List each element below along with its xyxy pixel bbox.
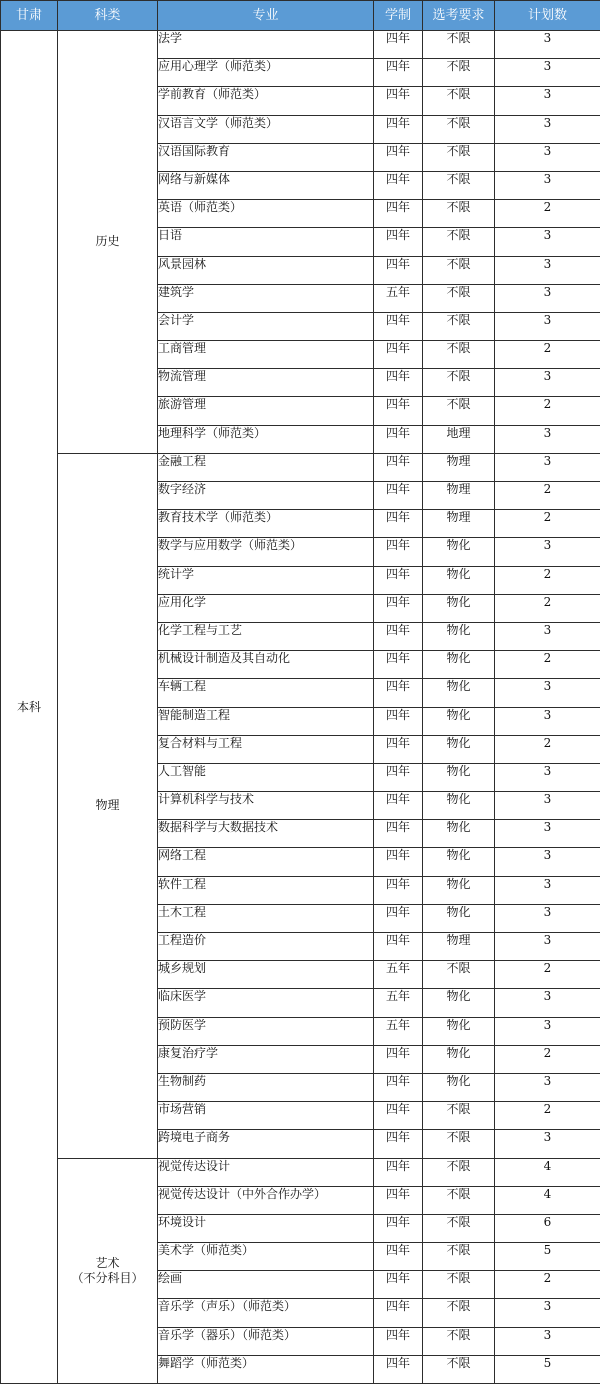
count-cell: 2 [495, 566, 600, 594]
count-cell: 2 [495, 1045, 600, 1073]
requirement-cell: 物化 [423, 566, 495, 594]
count-cell: 3 [495, 904, 600, 932]
duration-cell: 四年 [374, 369, 423, 397]
header-row [1, 1, 600, 31]
major-cell: 康复治疗学 [158, 1045, 374, 1073]
subject-cell [58, 31, 158, 454]
requirement-cell: 不限 [423, 1214, 495, 1242]
subject-cell [58, 453, 158, 1158]
count-cell: 2 [495, 200, 600, 228]
major-cell: 旅游管理 [158, 397, 374, 425]
major-cell: 教育技术学（师范类） [158, 510, 374, 538]
table-body [1, 31, 600, 1384]
requirement-cell: 不限 [423, 284, 495, 312]
duration-cell: 四年 [374, 594, 423, 622]
duration-cell: 四年 [374, 792, 423, 820]
major-cell: 工商管理 [158, 341, 374, 369]
duration-cell: 四年 [374, 933, 423, 961]
requirement-cell: 不限 [423, 1186, 495, 1214]
requirement-cell: 不限 [423, 1130, 495, 1158]
duration-cell: 四年 [374, 312, 423, 340]
requirement-cell: 不限 [423, 1243, 495, 1271]
count-cell: 3 [495, 876, 600, 904]
major-cell: 智能制造工程 [158, 707, 374, 735]
subject-sublabel: （不分科目） [58, 1271, 157, 1286]
major-cell: 数字经济 [158, 482, 374, 510]
count-cell: 6 [495, 1214, 600, 1242]
count-cell: 2 [495, 341, 600, 369]
requirement-cell: 物化 [423, 1045, 495, 1073]
count-cell: 2 [495, 651, 600, 679]
duration-cell: 四年 [374, 397, 423, 425]
duration-cell: 四年 [374, 1214, 423, 1242]
major-cell: 工程造价 [158, 933, 374, 961]
duration-cell: 四年 [374, 763, 423, 791]
duration-cell: 五年 [374, 284, 423, 312]
duration-cell: 四年 [374, 200, 423, 228]
requirement-cell: 不限 [423, 1299, 495, 1327]
requirement-cell: 物化 [423, 594, 495, 622]
duration-cell: 四年 [374, 538, 423, 566]
requirement-cell: 不限 [423, 341, 495, 369]
major-cell: 法学 [158, 31, 374, 59]
count-cell: 3 [495, 1017, 600, 1045]
requirement-cell: 物化 [423, 820, 495, 848]
requirement-cell: 不限 [423, 397, 495, 425]
major-cell: 人工智能 [158, 763, 374, 791]
count-cell: 3 [495, 820, 600, 848]
duration-cell: 四年 [374, 876, 423, 904]
major-cell: 应用心理学（师范类） [158, 59, 374, 87]
requirement-cell: 不限 [423, 228, 495, 256]
duration-cell: 四年 [374, 87, 423, 115]
count-cell: 3 [495, 679, 600, 707]
duration-cell: 四年 [374, 820, 423, 848]
count-cell: 3 [495, 1130, 600, 1158]
count-cell: 3 [495, 622, 600, 650]
duration-cell: 四年 [374, 622, 423, 650]
header-level: 甘肃 [1, 1, 58, 31]
requirement-cell: 物化 [423, 848, 495, 876]
subject-label: 艺术 [58, 1256, 157, 1271]
requirement-cell: 物化 [423, 679, 495, 707]
requirement-cell: 物理 [423, 453, 495, 481]
requirement-cell: 物化 [423, 735, 495, 763]
duration-cell: 四年 [374, 651, 423, 679]
requirement-cell: 物化 [423, 876, 495, 904]
duration-cell: 四年 [374, 1186, 423, 1214]
duration-cell: 四年 [374, 1355, 423, 1383]
requirement-cell: 不限 [423, 312, 495, 340]
major-cell: 网络与新媒体 [158, 171, 374, 199]
requirement-cell: 不限 [423, 31, 495, 59]
requirement-cell: 不限 [423, 256, 495, 284]
count-cell: 2 [495, 510, 600, 538]
subject-cell [58, 1158, 158, 1384]
requirement-cell: 不限 [423, 143, 495, 171]
requirement-cell: 不限 [423, 1102, 495, 1130]
requirement-cell: 不限 [423, 961, 495, 989]
requirement-cell: 物理 [423, 933, 495, 961]
duration-cell: 四年 [374, 1327, 423, 1355]
count-cell: 3 [495, 1073, 600, 1101]
requirement-cell: 物化 [423, 707, 495, 735]
subject-label: 历史 [58, 234, 157, 249]
table-row [1, 1158, 600, 1186]
duration-cell: 四年 [374, 707, 423, 735]
major-cell: 网络工程 [158, 848, 374, 876]
count-cell: 5 [495, 1243, 600, 1271]
requirement-cell: 地理 [423, 425, 495, 453]
duration-cell: 四年 [374, 425, 423, 453]
requirement-cell: 物化 [423, 651, 495, 679]
duration-cell: 四年 [374, 1299, 423, 1327]
requirement-cell: 不限 [423, 87, 495, 115]
major-cell: 汉语国际教育 [158, 143, 374, 171]
count-cell: 3 [495, 763, 600, 791]
header-subject: 科类 [58, 1, 158, 31]
count-cell: 3 [495, 1299, 600, 1327]
duration-cell: 五年 [374, 1017, 423, 1045]
duration-cell: 五年 [374, 961, 423, 989]
major-cell: 视觉传达设计（中外合作办学） [158, 1186, 374, 1214]
duration-cell: 四年 [374, 566, 423, 594]
header-requirement: 选考要求 [423, 1, 495, 31]
requirement-cell: 物化 [423, 904, 495, 932]
major-cell: 物流管理 [158, 369, 374, 397]
count-cell: 2 [495, 1271, 600, 1299]
requirement-cell: 不限 [423, 1355, 495, 1383]
requirement-cell: 物化 [423, 1017, 495, 1045]
count-cell: 5 [495, 1355, 600, 1383]
major-cell: 舞蹈学（师范类） [158, 1355, 374, 1383]
duration-cell: 四年 [374, 115, 423, 143]
requirement-cell: 不限 [423, 115, 495, 143]
duration-cell: 四年 [374, 1045, 423, 1073]
major-cell: 金融工程 [158, 453, 374, 481]
major-cell: 风景园林 [158, 256, 374, 284]
count-cell: 3 [495, 31, 600, 59]
duration-cell: 四年 [374, 848, 423, 876]
count-cell: 4 [495, 1158, 600, 1186]
duration-cell: 四年 [374, 453, 423, 481]
requirement-cell: 物理 [423, 482, 495, 510]
table-header [1, 1, 600, 31]
major-cell: 地理科学（师范类） [158, 425, 374, 453]
major-cell: 汉语言文学（师范类） [158, 115, 374, 143]
requirement-cell: 物理 [423, 510, 495, 538]
requirement-cell: 不限 [423, 1158, 495, 1186]
major-cell: 美术学（师范类） [158, 1243, 374, 1271]
major-cell: 跨境电子商务 [158, 1130, 374, 1158]
level-cell: 本科 [1, 31, 58, 1384]
duration-cell: 五年 [374, 989, 423, 1017]
count-cell: 3 [495, 369, 600, 397]
major-cell: 统计学 [158, 566, 374, 594]
requirement-cell: 不限 [423, 1271, 495, 1299]
major-cell: 视觉传达设计 [158, 1158, 374, 1186]
duration-cell: 四年 [374, 228, 423, 256]
requirement-cell: 物化 [423, 538, 495, 566]
requirement-cell: 不限 [423, 200, 495, 228]
major-cell: 应用化学 [158, 594, 374, 622]
requirement-cell: 物化 [423, 1073, 495, 1101]
count-cell: 3 [495, 59, 600, 87]
duration-cell: 四年 [374, 1073, 423, 1101]
major-cell: 环境设计 [158, 1214, 374, 1242]
duration-cell: 四年 [374, 679, 423, 707]
major-cell: 临床医学 [158, 989, 374, 1017]
major-cell: 绘画 [158, 1271, 374, 1299]
major-cell: 生物制药 [158, 1073, 374, 1101]
count-cell: 3 [495, 989, 600, 1017]
duration-cell: 四年 [374, 735, 423, 763]
requirement-cell: 物化 [423, 622, 495, 650]
count-cell: 2 [495, 961, 600, 989]
count-cell: 3 [495, 87, 600, 115]
duration-cell: 四年 [374, 482, 423, 510]
major-cell: 会计学 [158, 312, 374, 340]
duration-cell: 四年 [374, 1243, 423, 1271]
major-cell: 数据科学与大数据技术 [158, 820, 374, 848]
major-cell: 城乡规划 [158, 961, 374, 989]
count-cell: 2 [495, 735, 600, 763]
major-cell: 音乐学（器乐）（师范类） [158, 1327, 374, 1355]
count-cell: 3 [495, 143, 600, 171]
count-cell: 3 [495, 848, 600, 876]
count-cell: 4 [495, 1186, 600, 1214]
duration-cell: 四年 [374, 1271, 423, 1299]
major-cell: 土木工程 [158, 904, 374, 932]
requirement-cell: 物化 [423, 989, 495, 1017]
count-cell: 3 [495, 228, 600, 256]
table-row [1, 31, 600, 59]
requirement-cell: 物化 [423, 763, 495, 791]
count-cell: 2 [495, 1102, 600, 1130]
header-major: 专业 [158, 1, 374, 31]
table-row [1, 453, 600, 481]
major-cell: 音乐学（声乐）（师范类） [158, 1299, 374, 1327]
count-cell: 3 [495, 1327, 600, 1355]
header-count: 计划数 [495, 1, 600, 31]
count-cell: 3 [495, 538, 600, 566]
requirement-cell: 不限 [423, 369, 495, 397]
requirement-cell: 不限 [423, 59, 495, 87]
duration-cell: 四年 [374, 341, 423, 369]
duration-cell: 四年 [374, 1102, 423, 1130]
header-duration: 学制 [374, 1, 423, 31]
duration-cell: 四年 [374, 31, 423, 59]
duration-cell: 四年 [374, 904, 423, 932]
duration-cell: 四年 [374, 1130, 423, 1158]
count-cell: 3 [495, 453, 600, 481]
count-cell: 3 [495, 256, 600, 284]
count-cell: 3 [495, 425, 600, 453]
count-cell: 3 [495, 707, 600, 735]
duration-cell: 四年 [374, 171, 423, 199]
requirement-cell: 不限 [423, 1327, 495, 1355]
duration-cell: 四年 [374, 510, 423, 538]
major-cell: 日语 [158, 228, 374, 256]
major-cell: 复合材料与工程 [158, 735, 374, 763]
count-cell: 3 [495, 792, 600, 820]
major-cell: 建筑学 [158, 284, 374, 312]
count-cell: 2 [495, 397, 600, 425]
duration-cell: 四年 [374, 256, 423, 284]
duration-cell: 四年 [374, 59, 423, 87]
count-cell: 3 [495, 115, 600, 143]
major-cell: 预防医学 [158, 1017, 374, 1045]
count-cell: 3 [495, 933, 600, 961]
duration-cell: 四年 [374, 143, 423, 171]
count-cell: 3 [495, 171, 600, 199]
major-cell: 市场营销 [158, 1102, 374, 1130]
requirement-cell: 物化 [423, 792, 495, 820]
count-cell: 2 [495, 482, 600, 510]
major-cell: 英语（师范类） [158, 200, 374, 228]
subject-label: 物理 [58, 798, 157, 813]
major-cell: 软件工程 [158, 876, 374, 904]
major-cell: 计算机科学与技术 [158, 792, 374, 820]
major-cell: 学前教育（师范类） [158, 87, 374, 115]
count-cell: 3 [495, 284, 600, 312]
requirement-cell: 不限 [423, 171, 495, 199]
count-cell: 2 [495, 594, 600, 622]
major-cell: 机械设计制造及其自动化 [158, 651, 374, 679]
count-cell: 3 [495, 312, 600, 340]
major-cell: 车辆工程 [158, 679, 374, 707]
duration-cell: 四年 [374, 1158, 423, 1186]
major-cell: 化学工程与工艺 [158, 622, 374, 650]
major-cell: 数学与应用数学（师范类） [158, 538, 374, 566]
